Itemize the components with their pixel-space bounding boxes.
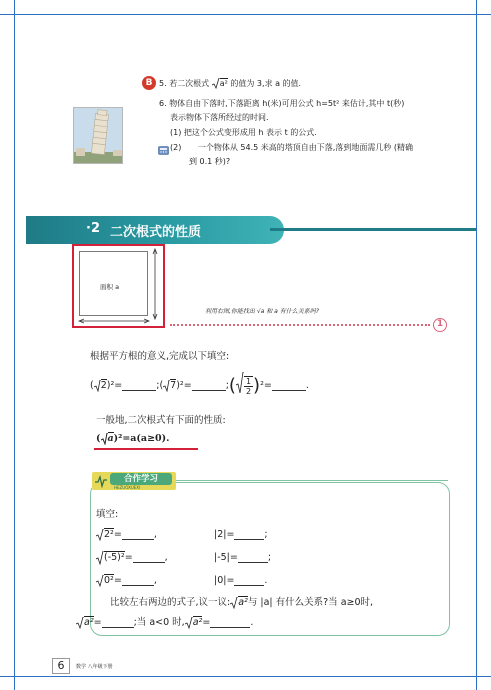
problem-6-line2: 表示物体下落所经过的时间. bbox=[170, 113, 269, 122]
sqrt-neg5sq: (-5)² bbox=[96, 551, 125, 565]
blank-11[interactable] bbox=[210, 618, 250, 628]
section-rule bbox=[270, 228, 476, 231]
problem-5: 5. 若二次根式 a² 的值为 3,求 a 的值. bbox=[159, 79, 302, 88]
sqrt-a: a bbox=[101, 432, 114, 446]
blank-7[interactable] bbox=[238, 553, 268, 563]
exercise-row-1: ( 2 )² = ;( 7 )² = ; ( $\frac{1}{2}$ ) ² = . bbox=[90, 376, 309, 396]
blank-5[interactable] bbox=[234, 530, 264, 540]
dotted-divider bbox=[170, 324, 430, 326]
fill2-row-2: (-5)² = , bbox=[96, 551, 168, 565]
area-label: 面积 a bbox=[100, 283, 120, 291]
blank-10[interactable] bbox=[102, 618, 134, 628]
fill2-row-2-right: |-5|= ; bbox=[214, 552, 272, 563]
sqrt-7: 7 bbox=[163, 379, 176, 393]
fill-intro: 根据平方根的意义,完成以下填空: bbox=[90, 351, 230, 362]
section-number: ·2 bbox=[86, 221, 100, 236]
problem-6-line1: 6. 物体自由下落时,下落距离 h(米)可用公式 h=5t² 来估计,其中 t(秒) bbox=[159, 99, 405, 108]
sqrt-icon bbox=[230, 597, 238, 609]
coop-header bbox=[92, 472, 176, 490]
fill2-row-3: 0² = , bbox=[96, 574, 157, 588]
horizontal-dimension-arrow bbox=[78, 316, 150, 326]
sqrt-icon bbox=[236, 372, 244, 394]
sqrt-icon bbox=[185, 617, 193, 629]
level-b-badge: B bbox=[142, 76, 156, 90]
leaning-tower-photo bbox=[73, 107, 123, 164]
sqrt-half: $\frac{1}{2}$ bbox=[236, 376, 253, 396]
coop-title: 合作学习 bbox=[110, 473, 172, 485]
page-number: 6 bbox=[52, 658, 70, 674]
bottom-frame-line bbox=[0, 676, 491, 677]
fill2-row-1-right: |2|= ; bbox=[214, 529, 268, 540]
sqrt-2sq: 2² bbox=[96, 528, 114, 542]
blank-9[interactable] bbox=[234, 576, 264, 586]
sqrt-icon bbox=[101, 433, 108, 445]
sqrt-0sq: 0² bbox=[96, 574, 114, 588]
problem-6-item2-line2: 到 0.1 秒)? bbox=[189, 157, 231, 166]
radical-a2: a² bbox=[212, 78, 228, 89]
vertical-dimension-arrow bbox=[148, 248, 162, 320]
footer-book-title: 数学 八年级下册 bbox=[76, 664, 113, 670]
figure-question: 利用右图,你能找出 √a 和 a 有什么关系吗? bbox=[205, 308, 319, 315]
sqrt-icon bbox=[94, 380, 101, 392]
blank-1[interactable] bbox=[122, 381, 156, 391]
sqrt-icon bbox=[96, 529, 104, 541]
step-circle-1: 1 bbox=[433, 318, 447, 332]
coop-icon bbox=[94, 474, 108, 488]
calculator-icon-svg bbox=[158, 144, 169, 155]
sqrt-a2-inline: a² bbox=[230, 596, 248, 610]
problem-6-item1: (1) 把这个公式变形成用 h 表示 t 的公式. bbox=[170, 128, 317, 137]
fill2-row-3-right: |0|= . bbox=[214, 575, 268, 586]
general-text: 一般地,二次根式有下面的性质: bbox=[96, 415, 226, 426]
coop-header-rule bbox=[176, 480, 448, 481]
section-title: 二次根式的性质 bbox=[110, 225, 202, 240]
problem-6-item2-line1: (2) 一个物体从 54.5 米高的塔顶自由下落,落到地面需几秒 (精确 bbox=[170, 143, 413, 152]
sqrt-icon bbox=[96, 575, 104, 587]
compare-line-1: 比较左右两边的式子,议一议: a² 与 |a| 有什么关系?当 a≥0时, bbox=[110, 597, 374, 608]
property-formula: ( a )² =a(a≥0). bbox=[96, 433, 170, 444]
sqrt-icon bbox=[96, 551, 104, 565]
sqrt-a2-inline-2: a² bbox=[76, 616, 94, 630]
blank-3[interactable] bbox=[272, 381, 306, 391]
calculator-icon bbox=[158, 140, 169, 159]
fill2-row-1: 2² = , bbox=[96, 528, 157, 542]
sqrt-icon bbox=[212, 78, 220, 89]
section-banner bbox=[26, 216, 284, 244]
blank-8[interactable] bbox=[122, 576, 154, 586]
left-frame-line bbox=[14, 0, 15, 690]
coop-subtitle: HEZUOXUEXI bbox=[114, 485, 141, 490]
tower-illustration bbox=[74, 108, 123, 164]
sqrt-icon bbox=[163, 380, 170, 392]
compare-line-2: a² = ;当 a<0 时, a² = . bbox=[76, 616, 253, 630]
square-figure bbox=[72, 244, 165, 328]
fill2-label: 填空: bbox=[96, 509, 119, 520]
sqrt-icon bbox=[76, 617, 84, 629]
top-frame-line bbox=[0, 14, 491, 15]
formula-underline bbox=[94, 448, 198, 450]
sqrt-a2-inline-3: a² bbox=[185, 616, 203, 630]
blank-6[interactable] bbox=[133, 553, 165, 563]
inner-square bbox=[79, 251, 148, 316]
sqrt-2: 2 bbox=[94, 379, 107, 393]
blank-4[interactable] bbox=[122, 530, 154, 540]
blank-2[interactable] bbox=[192, 381, 226, 391]
right-frame-line bbox=[476, 0, 477, 690]
